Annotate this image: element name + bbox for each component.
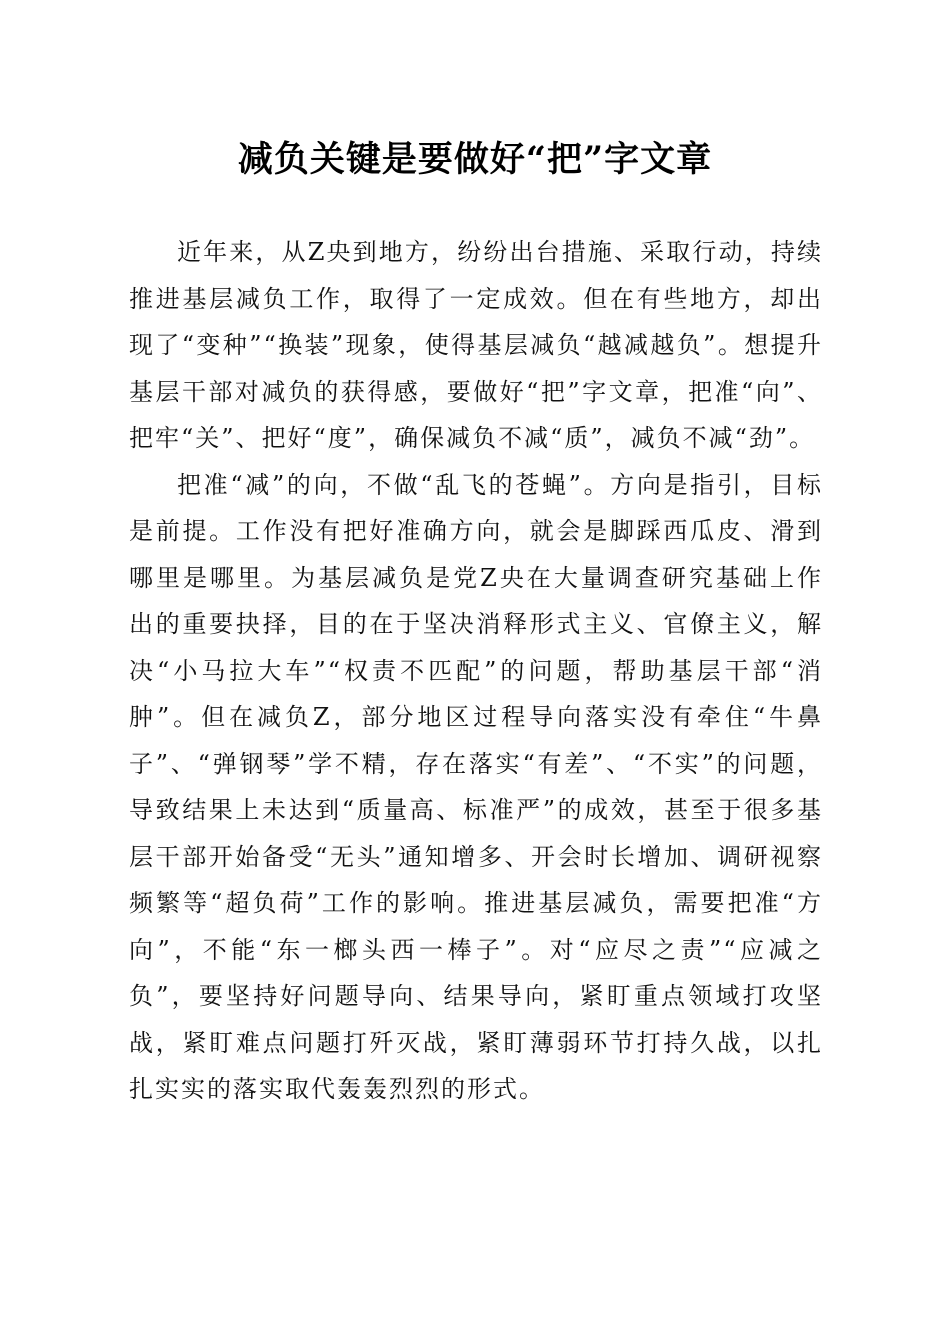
paragraph-direction: 把准“减”的向，不做“乱飞的苍蝇”。方向是指引，目标是前提。工作没有把好准确方向，就会是脚踩西瓜皮、滑到哪里是哪里。为基层减负是党Z央在大量调查研究基础上作出的重要抉择，目的在于坚决消释形式主义、官僚主义，解决“小马拉大车”“权责不匹配”的问题，帮助基层干部“消肿”。但在减负Z，部分地区过程导向落实没有牵住“牛鼻子”、“弹钢琴”学不精，存在落实“有差”、“不实”的问题，导致结果上未达到“质量高、标准严”的成效，甚至于很多基层干部开始备受“无头”通知增多、开会时长增加、调研视察频繁等“超负荷”工作的影响。推进基层减负，需要把准“方向”，不能“东一榔头西一棒子”。对“应尽之责”“应减之负”，要坚持好问题导向、结果导向，紧盯重点领域打攻坚战，紧盯难点问题打歼灭战，紧盯薄弱环节打持久战，以扎扎实实的落实取代轰轰烈烈的形式。 [129,470,823,1103]
document-body [129,229,823,1113]
document-title: 减负关键是要做好“把”字文章 [237,139,713,180]
paragraph-intro: 近年来，从Z央到地方，纷纷出台措施、采取行动，持续推进基层减负工作，取得了一定成效。但在有些地方，却出现了“变种”“换装”现象，使得基层减负“越减越负”。想提升基层干部对减负的获得感，要做好“把”字文章，把准“向”、把牢“关”、把好“度”，确保减负不减“质”，减负不减“劲”。 [129,238,823,452]
